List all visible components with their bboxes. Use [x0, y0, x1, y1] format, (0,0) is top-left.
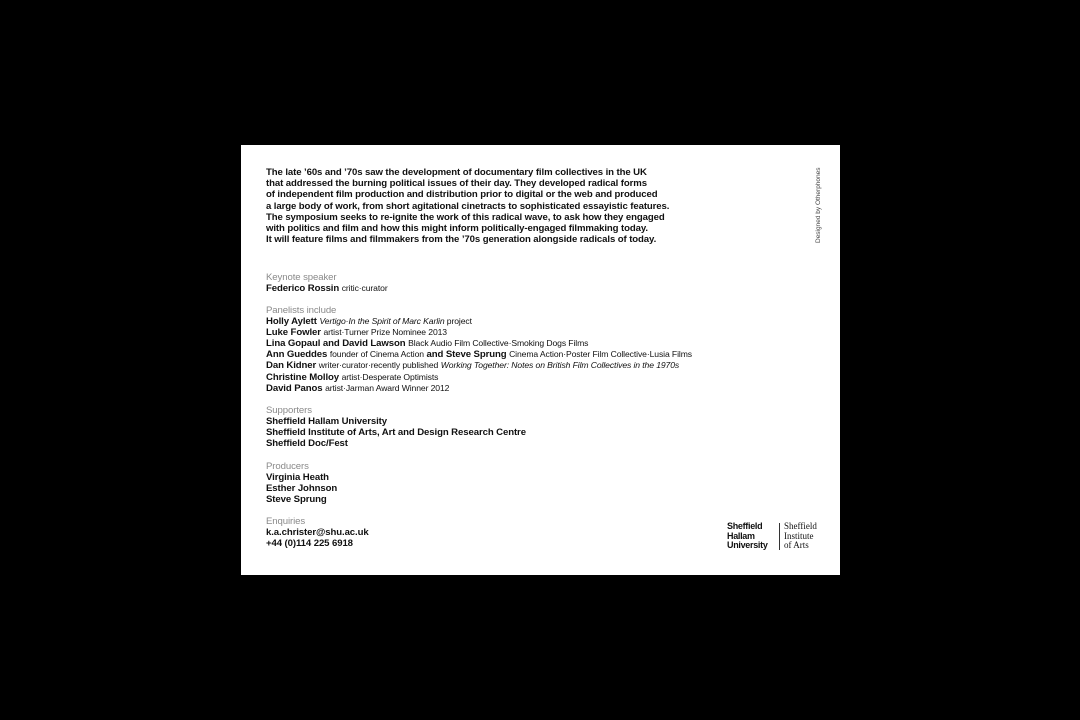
- panelist-desc: writer·curator·recently published: [318, 360, 439, 371]
- flyer-card: [241, 145, 840, 575]
- panelist-row: [266, 338, 692, 349]
- designer-credit: [815, 169, 825, 249]
- panelist-desc: Cinema Action·Poster Film Collective·Lusia Films: [509, 349, 692, 360]
- panelist-name: and Steve Sprung: [426, 349, 507, 361]
- panelists-heading: Panelists include: [266, 305, 337, 316]
- intro-line: It will feature films and filmmakers from the ’70s generation alongside radicals of today.: [266, 234, 657, 246]
- supporter-item: Sheffield Hallam University: [266, 416, 387, 428]
- panelists-section: [266, 305, 692, 394]
- producers-section: [266, 461, 337, 505]
- panelist-row: [266, 349, 692, 360]
- panelist-row: [266, 372, 692, 383]
- panelist-row: [266, 360, 692, 371]
- sheffield-hallam-logo: [727, 522, 823, 552]
- enquiries-heading: Enquiries: [266, 516, 306, 527]
- panelist-desc: artist·Desperate Optimists: [341, 371, 439, 382]
- supporter-item: Sheffield Doc/Fest: [266, 438, 348, 450]
- panelist-name: Luke Fowler: [266, 327, 321, 339]
- producer-item: Virginia Heath: [266, 472, 329, 484]
- panelist-desc: artist·Turner Prize Nominee 2013: [323, 327, 447, 338]
- panelist-name: Lina Gopaul and David Lawson: [266, 338, 406, 350]
- logo-text: University: [727, 540, 768, 551]
- panelist-row: [266, 327, 692, 338]
- panelist-name: Ann Gueddes: [266, 349, 328, 361]
- panelist-name: David Panos: [266, 382, 323, 394]
- panelist-row: [266, 316, 692, 327]
- logo-text: Institute: [784, 530, 814, 541]
- logo-text: of Arts: [784, 540, 809, 551]
- speaker-desc: critic·curator: [341, 283, 388, 294]
- panelist-italic: Vertigo: [319, 316, 346, 327]
- panelist-desc: Black Audio Film Collective·Smoking Dogs Films: [408, 338, 589, 349]
- logo-divider: [779, 523, 780, 550]
- enquiries-phone: +44 (0)114 225 6918: [266, 538, 353, 550]
- keynote-section: [266, 272, 388, 294]
- supporter-item: Sheffield Institute of Arts, Art and Design Research Centre: [266, 427, 526, 439]
- panelist-name: Holly Aylett: [266, 316, 317, 328]
- producer-item: Steve Sprung: [266, 494, 327, 506]
- panelist-desc: founder of Cinema Action: [329, 349, 424, 360]
- intro-line: of independent film production and distribution prior to digital or the web and produced: [266, 189, 658, 201]
- logo-text: Sheffield: [727, 521, 763, 531]
- logo-institute-wordmark: [784, 522, 817, 551]
- supporters-heading: Supporters: [266, 405, 312, 416]
- designer-credit-text: Designed by Otherphones: [815, 167, 822, 243]
- intro-line: with politics and film and how this might inform politically-engaged filmmaking today.: [266, 223, 648, 235]
- producer-item: Esther Johnson: [266, 483, 338, 495]
- producers-heading: Producers: [266, 461, 309, 472]
- panelist-desc: project: [444, 316, 472, 327]
- panelist-name: Christine Molloy: [266, 371, 340, 383]
- keynote-speaker: [266, 283, 388, 294]
- speaker-name: Federico Rossin: [266, 283, 340, 295]
- panelist-row: [266, 383, 692, 394]
- intro-paragraph: [266, 167, 716, 245]
- panelist-sep: ·: [345, 316, 349, 327]
- intro-line: The symposium seeks to re-ignite the work of this radical wave, to ask how they engaged: [266, 211, 665, 223]
- intro-line: The late ’60s and ’70s saw the development of documentary film collectives in the UK: [266, 167, 647, 178]
- panelist-italic: In the Spirit of Marc Karlin: [348, 316, 445, 327]
- supporters-section: [266, 405, 526, 449]
- panelist-name: Dan Kidner: [266, 360, 317, 372]
- intro-line: that addressed the burning political issues of their day. They developed radical forms: [266, 178, 647, 190]
- panelist-desc: artist·Jarman Award Winner 2012: [325, 382, 450, 393]
- keynote-heading: Keynote speaker: [266, 272, 337, 283]
- logo-university-wordmark: [727, 522, 768, 551]
- logo-text: Sheffield: [784, 521, 817, 531]
- enquiries-section: [266, 516, 369, 549]
- intro-line: a large body of work, from short agitational cinetracts to sophisticated essayistic features.: [266, 200, 670, 212]
- logo-text: Hallam: [727, 530, 755, 541]
- enquiries-email[interactable]: k.a.christer@shu.ac.uk: [266, 527, 369, 539]
- panelist-italic: Working Together: Notes on British Film Collectives in the 1970s: [440, 360, 680, 371]
